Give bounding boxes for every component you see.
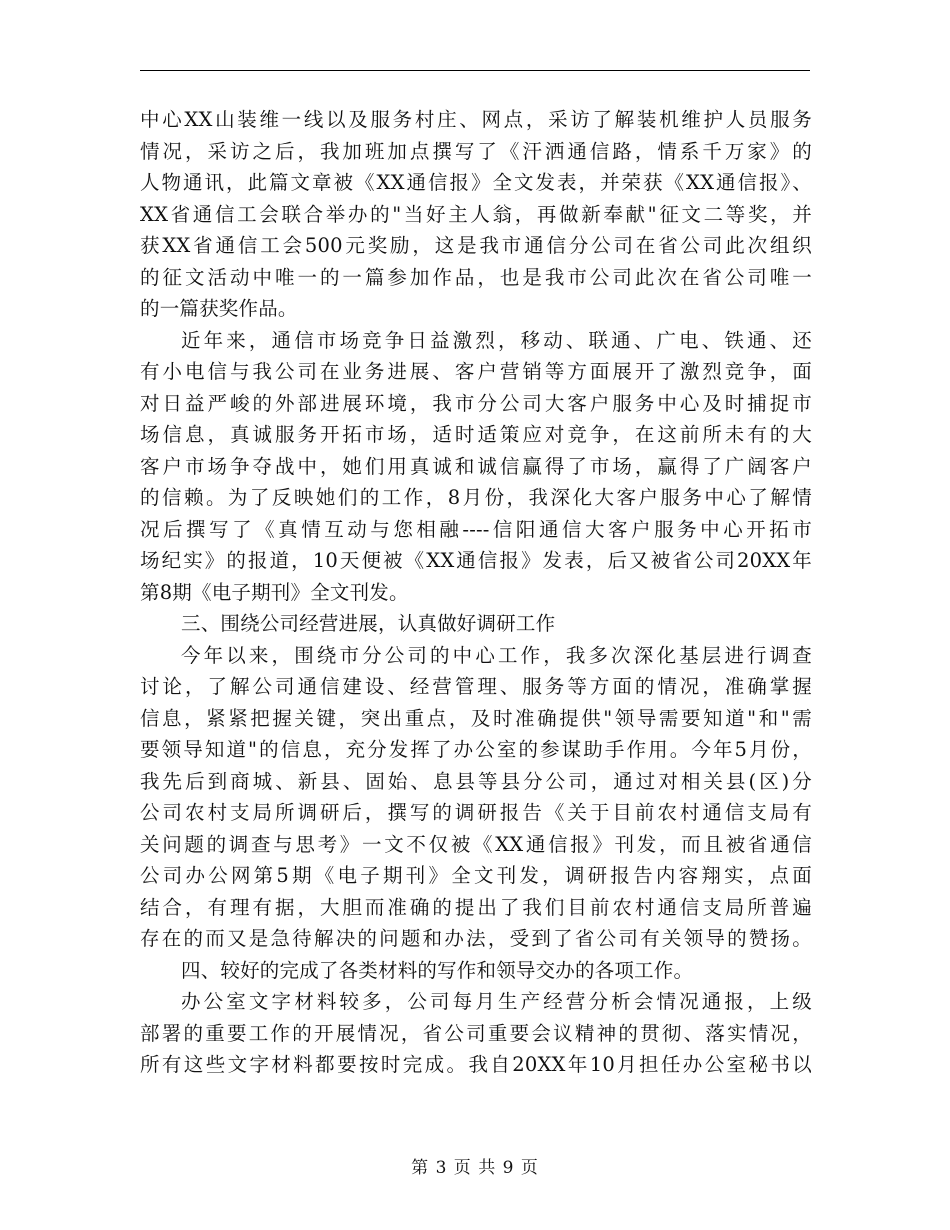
text-line: 结合，有理有据，大胆而准确的提出了我们目前农村通信支局所普遍 bbox=[140, 895, 812, 919]
paragraph-start-line: 办公室文字材料较多，公司每月生产经营分析会情况通报，上级 bbox=[181, 990, 812, 1013]
text-line: 的征文活动中唯一的一篇参加作品，也是我市公司此次在省公司唯一 bbox=[140, 265, 812, 289]
text-line: 获XX省通信工会500元奖励，这是我市通信分公司在省公司此次组织 bbox=[140, 234, 812, 257]
text-line: 存在的而又是急待解决的问题和办法，受到了省公司有关领导的赞扬。 bbox=[140, 927, 812, 950]
header-rule bbox=[140, 70, 810, 71]
text-line: 对日益严峻的外部进展环境，我市分公司大客户服务中心及时捕捉市 bbox=[140, 391, 812, 415]
text-line: 客户市场争夺战中，她们用真诚和诚信赢得了市场，赢得了广阔客户 bbox=[140, 454, 812, 478]
text-line: 要领导知道"的信息，充分发挥了办公室的参谋助手作用。今年5月份， bbox=[140, 738, 812, 761]
page-number: 第 3 页 共 9 页 bbox=[411, 1158, 539, 1178]
paragraph-start-line: 近年来，通信市场竞争日益激烈，移动、联通、广电、铁通、还 bbox=[181, 328, 812, 352]
section-heading: 三、围绕公司经营进展，认真做好调研工作 bbox=[181, 612, 556, 635]
text-line: 讨论，了解公司通信建设、经营管理、服务等方面的情况，准确掌握 bbox=[140, 675, 812, 698]
page-footer bbox=[0, 1153, 950, 1178]
paragraph-start-line: 今年以来，围绕市分公司的中心工作，我多次深化基层进行调查 bbox=[181, 643, 812, 667]
text-line: XX省通信工会联合举办的"当好主人翁，再做新奉献"征文二等奖，并 bbox=[140, 202, 812, 226]
text-line: 况后撰写了《真情互动与您相融----信阳通信大客户服务中心开拓市 bbox=[140, 517, 812, 541]
text-line: 场纪实》的报道，10天便被《XX通信报》发表，后又被省公司20XX年 bbox=[140, 549, 812, 572]
text-line: 所有这些文字材料都要按时完成。我自20XX年10月担任办公室秘书以 bbox=[140, 1053, 812, 1076]
document-body bbox=[140, 104, 812, 1081]
section-heading: 四、较好的完成了各类材料的写作和领导交办的各项工作。 bbox=[181, 958, 694, 982]
text-line: 的信赖。为了反映她们的工作，8月份，我深化大客户服务中心了解情 bbox=[140, 486, 812, 509]
text-line: 我先后到商城、新县、固始、息县等县分公司，通过对相关县(区)分 bbox=[140, 769, 812, 793]
text-line: 人物通讯，此篇文章被《XX通信报》全文发表，并荣获《XX通信报》、 bbox=[140, 171, 812, 194]
text-line: 部署的重要工作的开展情况，省公司重要会议精神的贯彻、落实情况， bbox=[140, 1021, 812, 1045]
text-line: 有小电信与我公司在业务进展、客户营销等方面展开了激烈竞争，面 bbox=[140, 360, 812, 383]
text-line: 的一篇获奖作品。 bbox=[140, 297, 298, 320]
text-line: 中心XX山装维一线以及服务村庄、网点，采访了解装机维护人员服务 bbox=[140, 108, 812, 131]
text-line: 场信息，真诚服务开拓市场，适时适策应对竞争，在这前所未有的大 bbox=[140, 423, 812, 446]
text-line: 关问题的调查与思考》一文不仅被《XX通信报》刊发，而且被省通信 bbox=[140, 832, 812, 856]
text-line: 情况，采访之后，我加班加点撰写了《汗洒通信路，情系千万家》的 bbox=[140, 139, 812, 163]
text-line: 公司办公网第5期《电子期刊》全文刊发，调研报告内容翔实，点面 bbox=[140, 864, 812, 887]
text-line: 第8期《电子期刊》全文刊发。 bbox=[140, 580, 409, 604]
text-line: 信息，紧紧把握关键，突出重点，及时准确提供"领导需要知道"和"需 bbox=[140, 706, 812, 730]
text-line: 公司农村支局所调研后，撰写的调研报告《关于目前农村通信支局有 bbox=[140, 801, 812, 824]
